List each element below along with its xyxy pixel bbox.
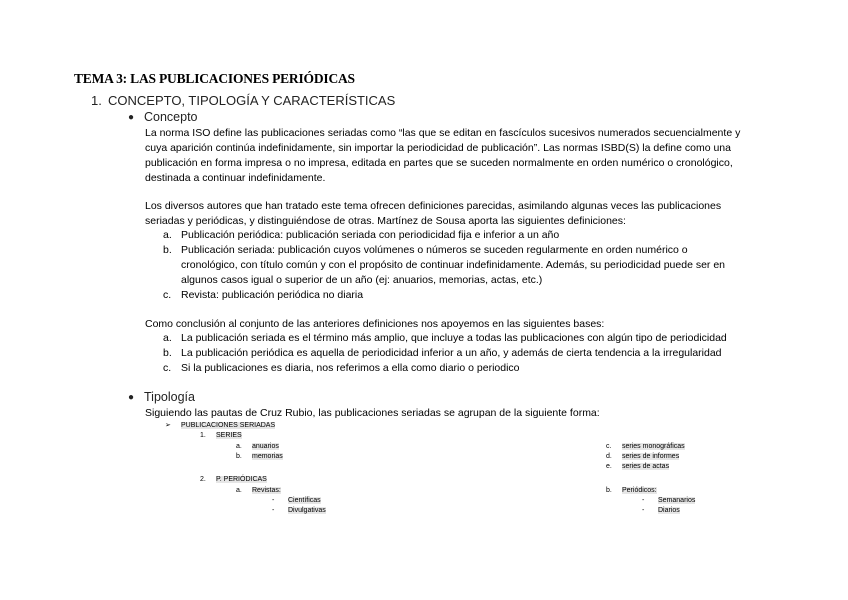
- tree-root-text: PUBLICACIONES SERIADAS: [181, 422, 276, 429]
- tipologia-heading: [128, 390, 195, 404]
- paragraph-line: Los diversos autores que han tratado este tema ofrecen definiciones parecidas, asimilando algunas veces las publicaciones: [145, 200, 722, 212]
- tree-revistas: [236, 486, 281, 496]
- list-marker: b.: [606, 487, 612, 494]
- section-number: 1.: [91, 93, 102, 108]
- list-item: [606, 462, 685, 472]
- tree-periodicas: [200, 475, 267, 485]
- list-marker: d.: [606, 453, 612, 460]
- list-item-text: La publicación seriada es el término más amplio, que incluye a todas las publicaciones con algún tipo de periodicidad: [181, 332, 727, 344]
- tree-revistas-text: Revistas:: [252, 487, 281, 494]
- list-marker: -: [642, 507, 645, 514]
- list-item-text: Divulgativas: [288, 507, 326, 514]
- list-item-text: Revista: publicación periódica no diaria: [181, 289, 364, 301]
- list-item: [236, 452, 283, 462]
- list-marker: e.: [606, 463, 612, 470]
- list-item-text: series monográficas: [622, 443, 685, 450]
- list-item: [236, 442, 283, 452]
- tree-periodicos: [606, 486, 657, 496]
- list-item-text: Científicas: [288, 497, 321, 504]
- list-marker: 1.: [200, 432, 206, 439]
- list-marker: -: [272, 507, 275, 514]
- concepto-heading: [128, 110, 198, 124]
- tipologia-intro: [145, 406, 600, 421]
- bases-list: [163, 331, 727, 376]
- tree-series: [200, 431, 242, 441]
- list-item-text: Semanarios: [658, 497, 696, 504]
- list-marker: a.: [236, 487, 242, 494]
- paragraph-line: La norma ISO define las publicaciones seriadas como “las que se editan en fascículos sucesivos numerados secuencialmente y: [145, 127, 741, 139]
- paragraph-line: destinada a continuar indefinidamente.: [145, 172, 326, 184]
- list-item-text: Publicación seriada: publicación cuyos volúmenes o números se suceden regularmente en orden numérico o: [181, 244, 688, 256]
- section-heading: [91, 93, 395, 108]
- tree-root: [165, 421, 275, 431]
- list-item: [163, 346, 727, 361]
- list-marker: a.: [163, 229, 172, 241]
- list-item: [642, 506, 695, 516]
- tree-revistas-items: [272, 496, 326, 516]
- list-marker: b.: [236, 453, 242, 460]
- section-heading-text: CONCEPTO, TIPOLOGÍA Y CARACTERÍSTICAS: [108, 93, 396, 108]
- tree-periodicos-items: [642, 496, 695, 516]
- list-marker: c.: [606, 443, 612, 450]
- tree-periodicas-text: P. PERIÓDICAS: [216, 476, 267, 483]
- list-item-text: anuarios: [252, 443, 279, 450]
- list-item-text: algunos casos igual o superior de un año (ej: anuarios, memorias, actas, etc.): [181, 274, 543, 286]
- bullet-dot-icon: ●: [128, 112, 135, 123]
- list-marker: 2.: [200, 476, 206, 483]
- list-marker: a.: [163, 332, 172, 344]
- paragraph-line: Siguiendo las pautas de Cruz Rubio, las publicaciones seriadas se agrupan de la siguiente forma:: [145, 407, 600, 419]
- list-item-text: Si la publicaciones es diaria, nos referimos a ella como diario o periodico: [181, 362, 520, 374]
- list-marker: c.: [163, 289, 172, 301]
- tree-series-text: SERIES: [216, 432, 242, 439]
- list-marker: -: [272, 497, 275, 504]
- list-item-text: Publicación periódica: publicación seriada con periodicidad fija e inferior a un año: [181, 229, 560, 241]
- document-title: TEMA 3: LAS PUBLICACIONES PERIÓDICAS: [74, 71, 355, 86]
- tree-series-left: [236, 442, 283, 462]
- tipologia-heading-text: Tipología: [144, 390, 195, 404]
- list-item: [272, 506, 326, 516]
- bullet-dot-icon: ●: [128, 392, 135, 403]
- list-item: [606, 442, 685, 452]
- list-item: [163, 228, 725, 243]
- list-item: [163, 361, 727, 376]
- list-item-text: cronológico, con título común y con el propósito de continuar indefinidamente. Además, su periodicidad puede ser en: [181, 259, 726, 271]
- list-item: [163, 331, 727, 346]
- list-item-text: Diarios: [658, 507, 680, 514]
- list-item: [606, 452, 685, 462]
- list-item-text: series de actas: [622, 463, 670, 470]
- list-marker: a.: [236, 443, 242, 450]
- concepto-paragraph-2: [145, 199, 721, 229]
- paragraph-line: Como conclusión al conjunto de las anteriores definiciones nos apoyemos en las siguientes bases:: [145, 318, 605, 330]
- tree-series-right: [606, 442, 685, 472]
- list-item: [272, 496, 326, 506]
- concepto-paragraph-1: [145, 126, 740, 186]
- tree-periodicos-text: Periódicos:: [622, 487, 657, 494]
- list-item: [163, 243, 725, 288]
- arrow-bullet-icon: ➢: [165, 422, 171, 429]
- list-marker: c.: [163, 362, 172, 374]
- list-item-text: memorias: [252, 453, 283, 460]
- list-item: [163, 288, 725, 303]
- list-marker: -: [642, 497, 645, 504]
- paragraph-line: publicación en forma impresa o no impresa, editada en partes que se suceden normalmente en orden numérico o cronológico,: [145, 157, 733, 169]
- definitions-list: [163, 228, 725, 303]
- paragraph-line: cuya aparición continúa indefinidamente, sin importar la periodicidad de publicación”. Las normas ISBD(S) la define como una: [145, 142, 731, 154]
- list-item-text: La publicación periódica es aquella de periodicidad inferior a un año, y además de cierta tendencia a la irregularidad: [181, 347, 722, 359]
- concepto-heading-text: Concepto: [144, 110, 198, 124]
- list-marker: b.: [163, 347, 172, 359]
- list-marker: b.: [163, 244, 172, 256]
- list-item: [642, 496, 695, 506]
- concepto-paragraph-3: [145, 317, 604, 332]
- list-item-text: series de informes: [622, 453, 680, 460]
- paragraph-line: seriadas y periódicas, y distinguiéndose de otras. Martínez de Sousa aporta las siguientes definiciones:: [145, 215, 626, 227]
